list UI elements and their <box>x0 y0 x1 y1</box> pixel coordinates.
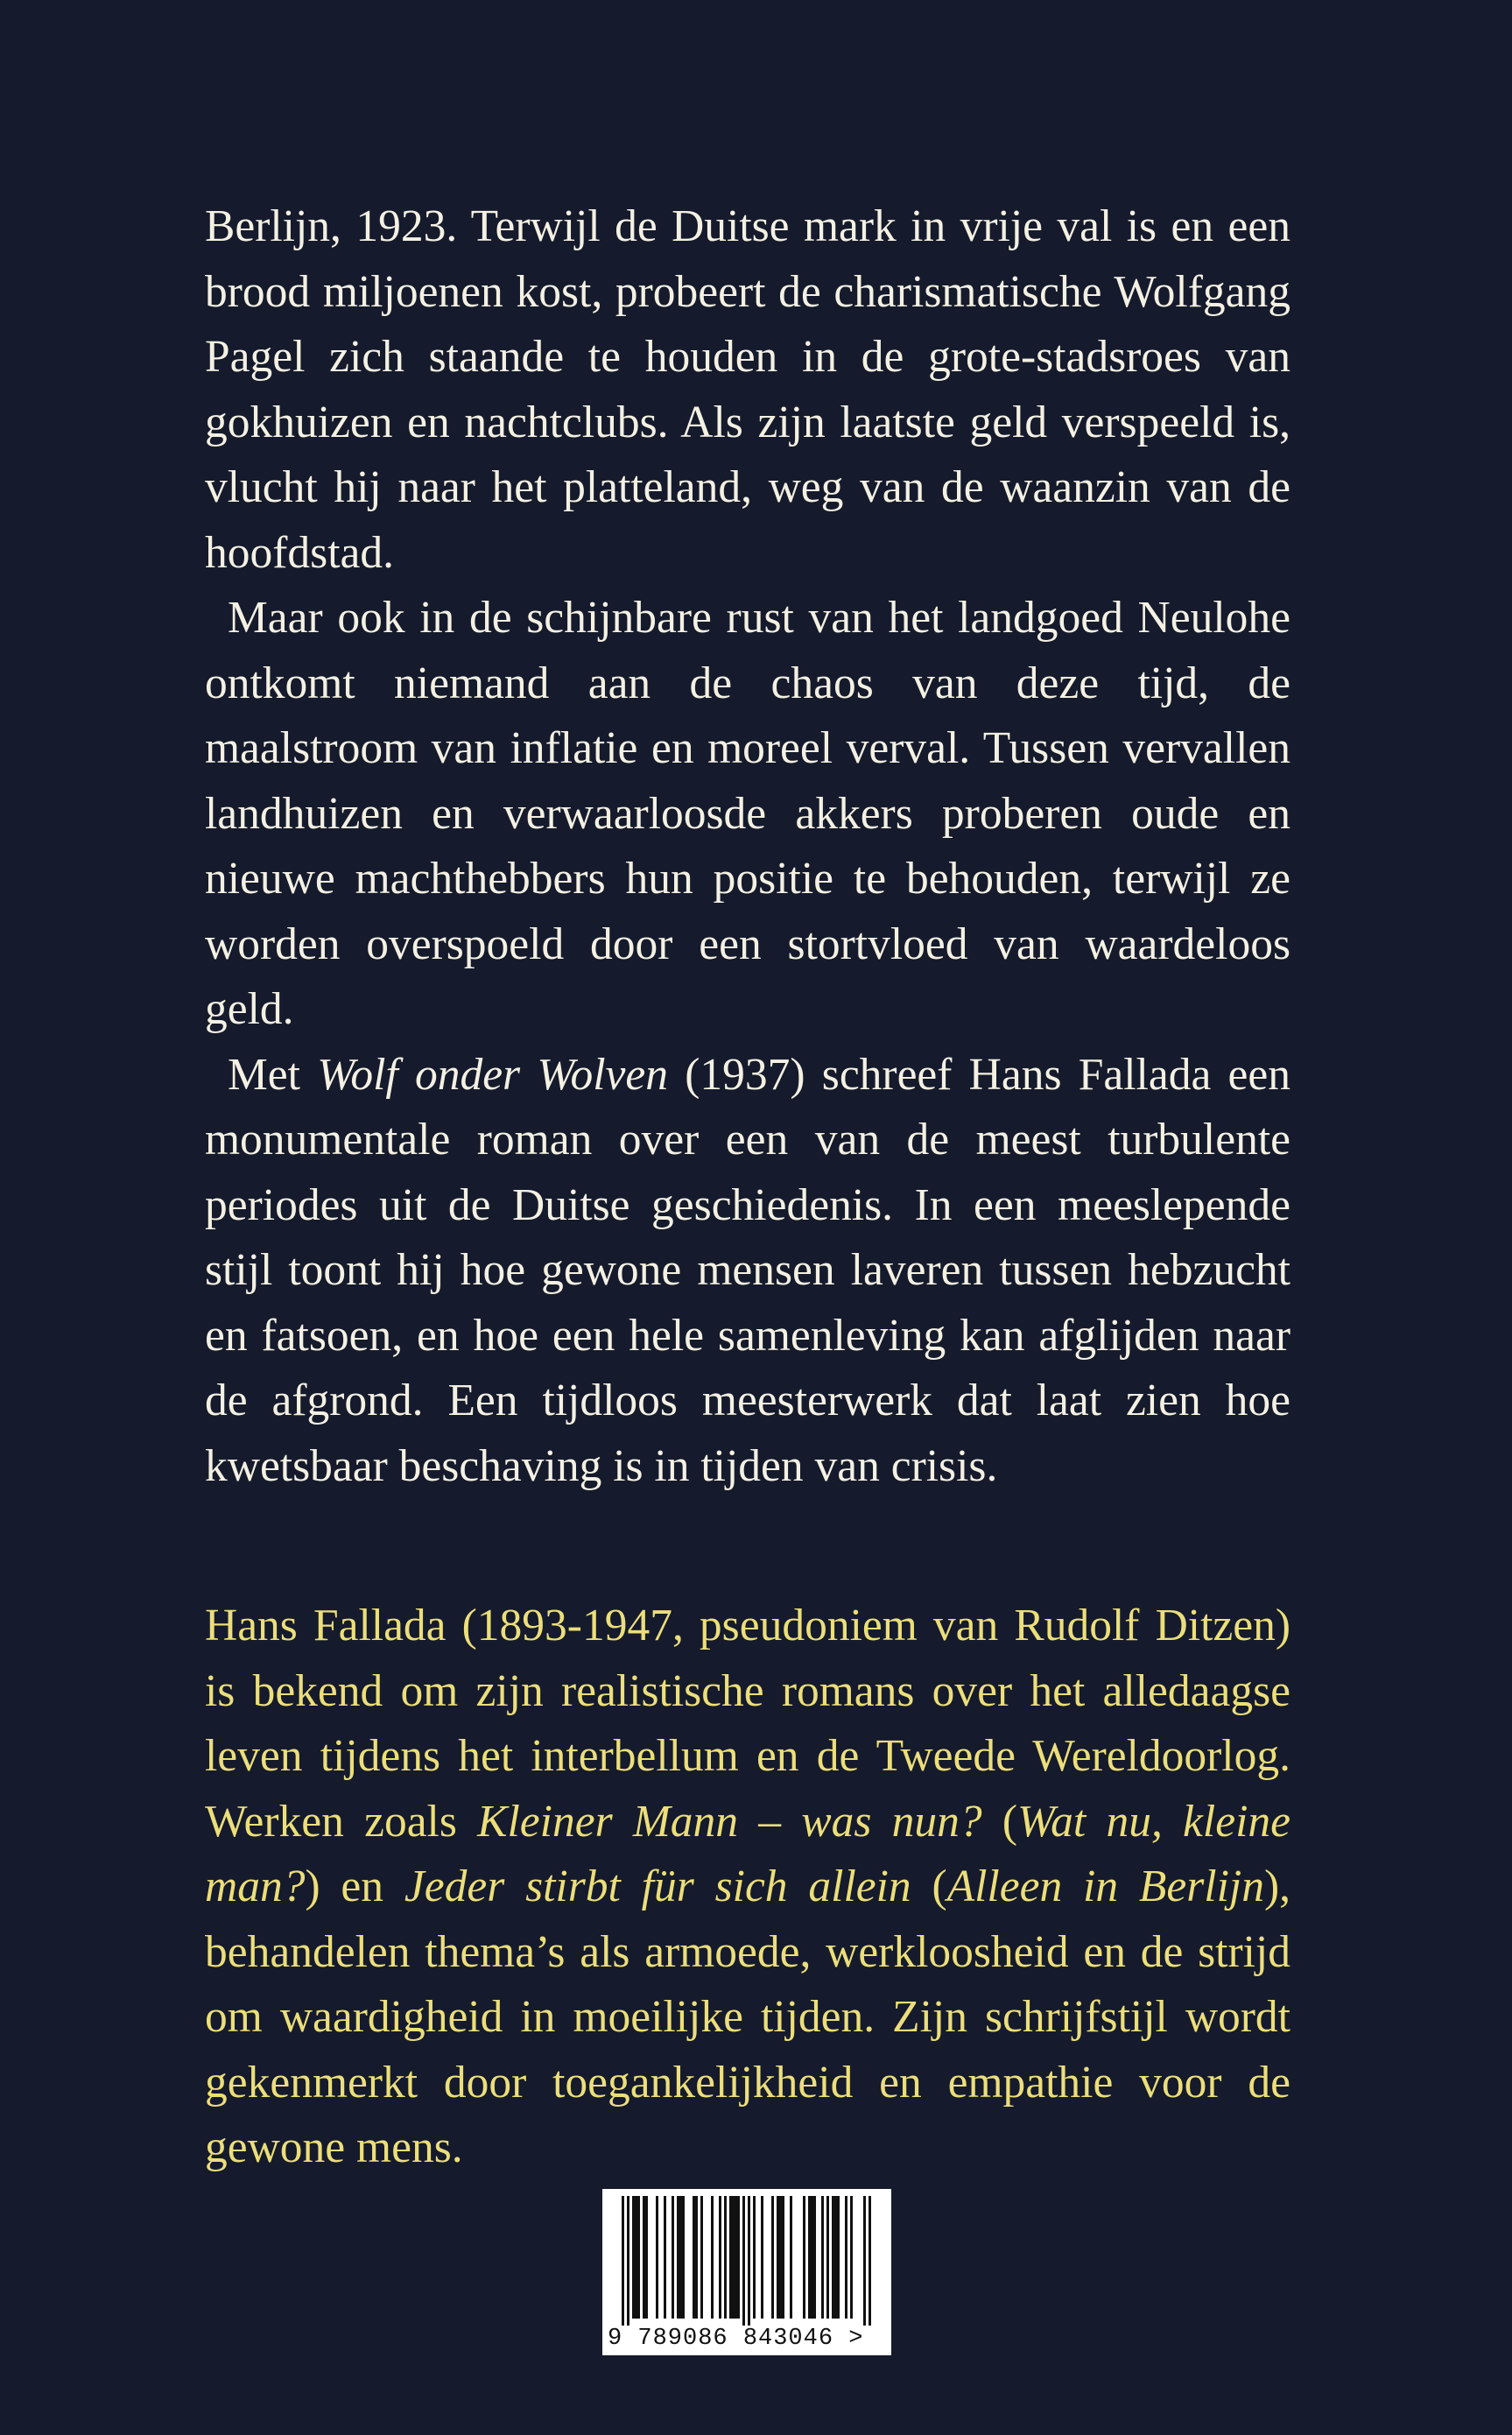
barcode-bar <box>863 2196 866 2326</box>
barcode-bar <box>729 2196 732 2319</box>
barcode-bar <box>635 2196 637 2319</box>
barcode-bar <box>737 2196 740 2319</box>
barcode-bar <box>732 2196 735 2319</box>
barcode-bar <box>656 2196 658 2319</box>
text-run: ( <box>981 1796 1017 1847</box>
barcode-bar <box>700 2196 703 2319</box>
barcode-bar <box>777 2196 779 2319</box>
italic-title: Kleiner Mann – was nun? <box>477 1796 982 1847</box>
barcode-bar <box>677 2196 679 2319</box>
barcode-bar <box>790 2196 792 2319</box>
barcode-bar <box>672 2196 674 2319</box>
barcode-bar <box>637 2196 640 2319</box>
barcode-bar <box>761 2196 763 2319</box>
text-run: Hans Fallada (1893-1947, pseudoniem van Rudolf Ditzen) is bekend om zijn realistische romans over het alledaagse leven tijdens het interbellum en de Tweede Wereldoorlog. Werken zoals <box>205 1601 1290 1847</box>
barcode-bar <box>869 2196 871 2326</box>
barcode-bar <box>753 2196 756 2319</box>
barcode-bar <box>735 2196 737 2319</box>
barcode-bar <box>845 2196 847 2319</box>
author-bio-paragraph <box>205 1594 1290 2181</box>
barcode-bar <box>771 2196 774 2319</box>
barcode-bar <box>834 2196 837 2319</box>
text-run: ), behandelen thema’s als armoede, werkloosheid en de strijd om waardigheid in moeilijke tijden. Zijn schrijfstijl wordt gekenmerkt door toegankelijkheid en empathie voor de gewone mens. <box>205 1861 1290 2172</box>
barcode-bar <box>826 2196 829 2319</box>
author-bio <box>205 1594 1290 2181</box>
barcode-bar <box>693 2196 695 2319</box>
text-run: Maar ook in de schijnbare rust van het landgoed Neulohe ontkomt niemand aan de chaos van deze tijd, de maalstroom van inflatie en moreel verval. Tussen vervallen landhuizen en verwaarloosde akkers proberen oude en nieuwe machthebbers hun positie te behouden, terwijl ze worden overspoeld door een stortvloed van waardeloos geld. <box>205 593 1290 1034</box>
blurb-paragraph <box>205 1043 1290 1500</box>
isbn-number: 9 789086 843046 > <box>608 2326 864 2352</box>
italic-title: Jeder stirbt für sich allein <box>404 1861 911 1911</box>
text-run: ( <box>911 1861 947 1911</box>
barcode-bar <box>664 2196 666 2319</box>
italic-title: Wat nu, kleine man? <box>205 1796 1290 1911</box>
barcode-bar <box>748 2196 750 2326</box>
barcode-bar <box>811 2196 813 2319</box>
barcode-bar <box>850 2196 853 2319</box>
barcode-bar <box>803 2196 805 2319</box>
blurb-text <box>205 194 1290 1499</box>
barcode-bar <box>837 2196 840 2319</box>
barcode-bar <box>622 2196 624 2326</box>
text-run: (1937) schreef Hans Fallada een monumentale roman over een van de meest turbulente periodes uit de Duitse geschiedenis. In een meeslepende stijl toont hij hoe gewone mensen laveren tussen hebzucht en fatsoen, en hoe een hele samenleving kan afglijden naar de afgrond. Een tijdloos meesterwerk dat laat zien hoe kwetsbaar beschaving is in tijden van crisis. <box>205 1049 1291 1491</box>
barcode-bar <box>813 2196 816 2319</box>
barcode-bar <box>782 2196 784 2319</box>
blurb-paragraph <box>205 194 1290 586</box>
text-run: Berlijn, 1923. Terwijl de Duitse mark in vrije val is en een brood miljoenen kost, probeert de charismatische Wolfgang Pagel zich staande te houden in de grote-stadsroes van gokhuizen en nachtclubs. Als zijn laatste geld verspeeld is, vlucht hij naar het platteland, weg van de waanzin van de hoofdstad. <box>205 201 1290 578</box>
barcode-bars <box>602 2189 891 2329</box>
barcode-bar <box>719 2196 721 2319</box>
barcode-bar <box>627 2196 629 2326</box>
italic-title: Wolf onder Wolven <box>317 1049 669 1100</box>
text-run: Met <box>228 1049 318 1100</box>
blurb-paragraph <box>205 586 1290 1043</box>
barcode-bar <box>643 2196 645 2319</box>
barcode-bar <box>779 2196 782 2319</box>
italic-title: Alleen in Berlijn <box>946 1861 1264 1911</box>
barcode-bar <box>695 2196 698 2319</box>
barcode-bar <box>679 2196 682 2319</box>
barcode-bar <box>832 2196 834 2319</box>
barcode-bar <box>724 2196 727 2319</box>
barcode-bar <box>742 2196 745 2326</box>
text-run: ) en <box>305 1861 404 1911</box>
barcode-bar <box>821 2196 824 2319</box>
isbn-barcode <box>602 2189 891 2355</box>
barcode-bar <box>682 2196 685 2319</box>
barcode-bar <box>711 2196 714 2319</box>
barcode-bar <box>632 2196 635 2319</box>
barcode-bar <box>808 2196 811 2319</box>
barcode-bar <box>645 2196 648 2319</box>
